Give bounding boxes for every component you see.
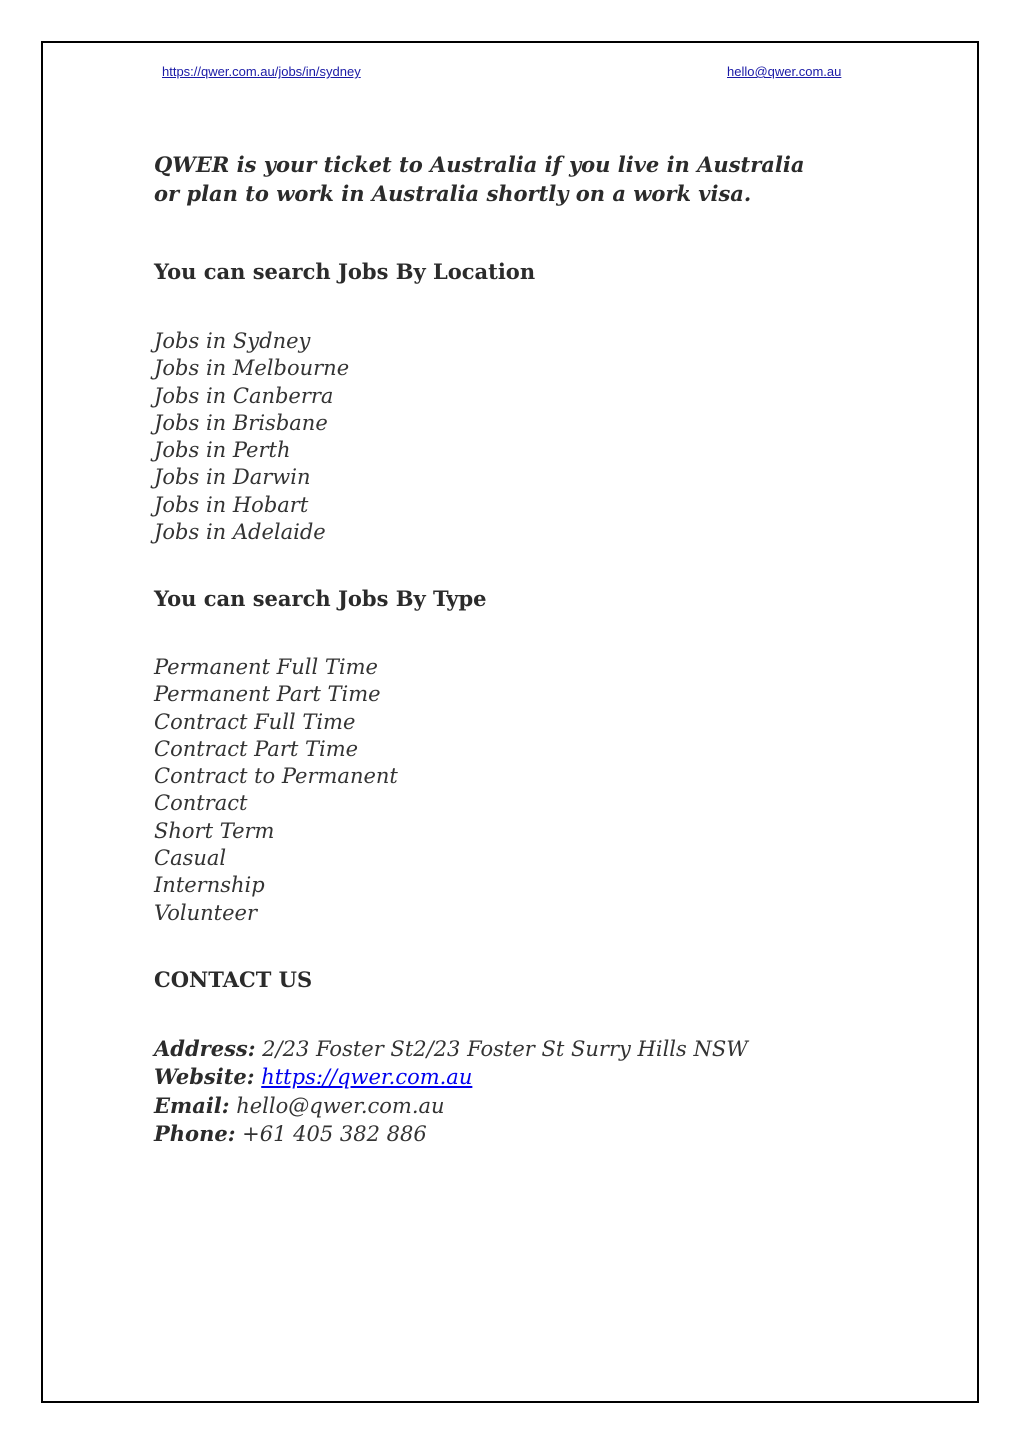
phone-label: Phone: — [154, 1120, 236, 1146]
job-type-item[interactable]: Contract to Permanent — [154, 764, 398, 789]
website-link[interactable]: https://qwer.com.au — [261, 1065, 473, 1090]
job-type-item[interactable]: Internship — [154, 873, 265, 898]
job-type-item[interactable]: Casual — [154, 846, 227, 871]
job-type-item[interactable]: Contract Part Time — [154, 736, 359, 761]
location-item-hobart[interactable]: Jobs in Hobart — [154, 492, 309, 517]
location-item-canberra[interactable]: Jobs in Canberra — [154, 383, 334, 408]
job-type-list — [154, 654, 398, 927]
job-type-item[interactable]: Contract Full Time — [154, 709, 356, 734]
intro-text — [154, 150, 894, 208]
location-list — [154, 328, 349, 546]
location-heading: You can search Jobs By Location — [154, 259, 536, 284]
contact-heading: CONTACT US — [154, 967, 313, 992]
address-label: Address: — [154, 1036, 256, 1061]
type-heading: You can search Jobs By Type — [154, 586, 487, 611]
job-type-item[interactable]: Contract — [154, 791, 248, 816]
email-label: Email: — [154, 1092, 230, 1118]
location-item-melbourne[interactable]: Jobs in Melbourne — [154, 356, 350, 381]
phone-value: +61 405 382 886 — [242, 1121, 427, 1146]
job-type-item[interactable]: Short Term — [154, 818, 275, 843]
contact-email-row — [154, 1092, 748, 1120]
job-type-item[interactable]: Permanent Full Time — [154, 655, 378, 679]
contact-address-row — [154, 1035, 748, 1063]
address-value: 2/23 Foster St2/23 Foster St Surry Hills NSW — [262, 1037, 748, 1061]
email-value: hello@qwer.com.au — [236, 1093, 445, 1118]
job-type-item[interactable]: Permanent Part Time — [154, 682, 381, 707]
header-url-link[interactable]: https://qwer.com.au/jobs/in/sydney — [162, 64, 361, 79]
contact-details — [154, 1035, 748, 1148]
intro-line: or plan to work in Australia shortly on a work visa. — [154, 181, 752, 206]
contact-website-row — [154, 1063, 748, 1091]
contact-phone-row — [154, 1120, 748, 1148]
location-item-brisbane[interactable]: Jobs in Brisbane — [154, 410, 328, 435]
location-item-perth[interactable]: Jobs in Perth — [154, 438, 291, 463]
job-type-item[interactable]: Volunteer — [154, 900, 257, 925]
location-item-darwin[interactable]: Jobs in Darwin — [154, 465, 311, 490]
intro-line: QWER is your ticket to Australia if you live in Australia — [154, 152, 805, 177]
location-item-adelaide[interactable]: Jobs in Adelaide — [154, 520, 326, 545]
website-label: Website: — [154, 1064, 255, 1090]
header-email-link[interactable]: hello@qwer.com.au — [727, 64, 842, 79]
location-item-sydney[interactable]: Jobs in Sydney — [154, 329, 311, 353]
